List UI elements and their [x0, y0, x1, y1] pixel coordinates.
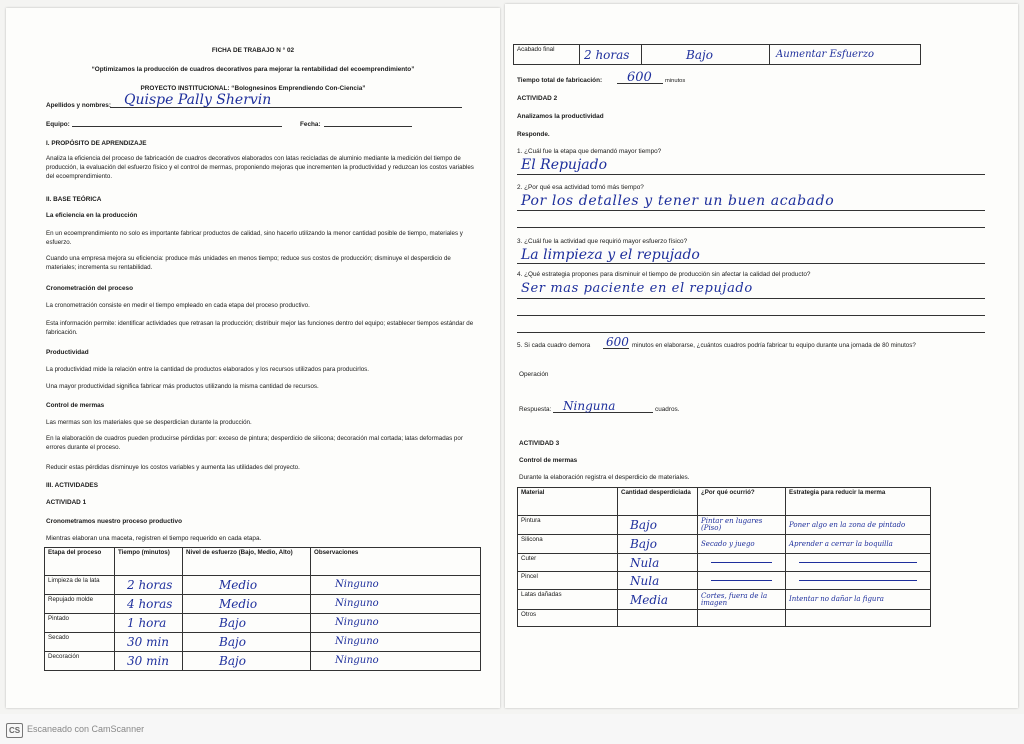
effort-cell: Medio [183, 576, 311, 595]
table-row [518, 535, 931, 554]
purpose-text: Analiza la eficiencia del proceso de fabricación de cuadros decorativos elaborados con latas recicladas de aluminio mediante la medición del tiempo de producción, la evaluación del esfuerzo físico y el control de mermas, proponiendo mejoras que incrementen la productividad y reduzcan los costos variables del ecoemprendimiento. [46, 155, 474, 180]
header-observations: Observaciones [311, 548, 481, 576]
scanner-footer [0, 714, 1024, 744]
waste-paragraph-2: En la elaboración de cuadros pueden producirse pérdidas por: exceso de pintura; desperdicio de silicona; decoración mal cortada; latas deformadas por errores durante el proceso. [46, 435, 463, 451]
worksheet-title: FICHA DE TRABAJO N ° 02 [211, 47, 295, 54]
strategy-cell: Poner algo en la zona de pintado [786, 516, 931, 535]
strategy-cell [786, 572, 931, 590]
table-row [45, 595, 481, 614]
stage-cell: Decoración [45, 652, 115, 671]
activity3-subheading: Control de mermas [519, 457, 578, 464]
chronometer-paragraph-2: Esta información permite: identificar actividades que retrasan la producción; distribuir mejor las funciones dentro del equipo; establecer tiempos estándar de fabricación. [46, 320, 474, 336]
question-1: 1. ¿Cuál fue la etapa que demandó mayor tiempo? [517, 148, 662, 155]
answer-4: Ser mas paciente en el repujado [521, 281, 753, 296]
why-cell [698, 610, 786, 627]
worksheet-right-page [505, 4, 1018, 708]
date-label: Fecha: [300, 121, 321, 128]
stage-cell: Repujado molde [45, 595, 115, 614]
camscanner-logo: CS [6, 723, 23, 738]
observation-cell: Ninguno [311, 633, 481, 652]
productivity-paragraph-1: La productividad mide la relación entre la cantidad de productos elaborados y los recursos utilizados para producirlos. [46, 366, 369, 373]
material-cell: Latas dañadas [518, 590, 618, 610]
effort-cell: Medio [183, 595, 311, 614]
why-cell [698, 554, 786, 572]
waste-heading: Control de mermas [46, 402, 105, 409]
time-cell: 30 min [115, 633, 183, 652]
table-row [518, 554, 931, 572]
material-cell: Otros [518, 610, 618, 627]
section1-heading: I. PROPÓSITO DE APRENDIZAJE [46, 140, 147, 147]
answer-label: Respuesta: [519, 406, 552, 413]
respond-label: Responde. [517, 131, 550, 138]
total-time-unit: minutos [665, 78, 686, 84]
observation-cell: Ninguno [311, 576, 481, 595]
strategy-cell [786, 610, 931, 627]
effort-cell: Bajo [642, 45, 770, 65]
answer-4-line-1 [517, 298, 985, 299]
activity3-heading: ACTIVIDAD 3 [519, 440, 560, 447]
table-row [518, 572, 931, 590]
material-cell: Pincel [518, 572, 618, 590]
time-cell: 4 horas [115, 595, 183, 614]
activity1-subheading: Cronometramos nuestro proceso productivo [46, 518, 182, 525]
quantity-cell [618, 610, 698, 627]
question-5-minutes: 600 [606, 335, 629, 349]
table-header-row [45, 548, 481, 576]
answer-2-line-1 [517, 210, 985, 211]
strategy-cell: Aprender a cerrar la boquilla [786, 535, 931, 554]
chronometer-paragraph-1: La cronometración consiste en medir el tiempo empleado en cada etapa del proceso productivo. [46, 302, 310, 309]
question-5-blank [603, 348, 629, 349]
quantity-cell: Bajo [618, 535, 698, 554]
answer-value: Ninguna [563, 399, 616, 413]
waste-paragraph-1: Las mermas son los materiales que se desperdician durante la producción. [46, 419, 252, 426]
table-row [518, 516, 931, 535]
time-cell: 2 horas [580, 45, 642, 65]
activity2-heading: ACTIVIDAD 2 [517, 95, 558, 102]
question-2: 2. ¿Por qué esa actividad tomó más tiempo? [517, 184, 644, 191]
date-line [324, 126, 412, 127]
efficiency-heading: La eficiencia en la producción [46, 212, 138, 219]
process-time-table [44, 547, 481, 671]
observation-cell: Ninguno [311, 652, 481, 671]
observation-cell: Ninguno [311, 614, 481, 633]
effort-cell: Bajo [183, 614, 311, 633]
stage-cell: Secado [45, 633, 115, 652]
efficiency-paragraph-1: En un ecoemprendimiento no solo es importante fabricar productos de calidad, sino hacerlo utilizando la menor cantidad posible de tiempo, materiales y esfuerzo. [46, 230, 463, 246]
header-quantity: Cantidad desperdiciada [618, 488, 698, 516]
question-4: 4. ¿Qué estrategia propones para disminuir el tiempo de producción sin afectar la calidad del producto? [517, 271, 811, 278]
answer-2-line-2 [517, 227, 985, 228]
section3-heading: III. ACTIVIDADES [46, 482, 98, 489]
team-label: Equipo: [46, 121, 70, 128]
time-cell: 1 hora [115, 614, 183, 633]
empty-dash [711, 580, 772, 581]
answer-unit: cuadros. [655, 406, 680, 413]
question-5-start: 5. Si cada cuadro demora [517, 342, 591, 349]
empty-dash [799, 562, 917, 563]
activity3-instruction: Durante la elaboración registra el desperdicio de materiales. [519, 474, 690, 481]
operation-label: Operación [519, 371, 549, 378]
why-cell [698, 572, 786, 590]
chronometer-heading: Cronometración del proceso [46, 285, 134, 292]
waste-paragraph-3: Reducir estas pérdidas disminuye los costos variables y aumenta las utilidades del proyecto. [46, 464, 300, 471]
question-3: 3. ¿Cuál fue la actividad que requirió mayor esfuerzo físico? [517, 238, 688, 245]
name-value: Quispe Pally Shervin [124, 92, 272, 108]
empty-dash [711, 562, 772, 563]
project-title: PROYECTO INSTITUCIONAL: “Bolognesinos Emprendiendo Con-Ciencia” [140, 85, 366, 92]
stage-cell: Acabado final [514, 45, 580, 65]
quantity-cell: Media [618, 590, 698, 610]
table-row [518, 590, 931, 610]
total-time-value: 600 [627, 70, 652, 85]
effort-cell: Bajo [183, 652, 311, 671]
table-row [45, 633, 481, 652]
effort-cell: Bajo [183, 633, 311, 652]
camscanner-caption: Escaneado con CamScanner [27, 724, 145, 734]
finishing-row-table [513, 44, 921, 65]
answer-1-line [517, 174, 985, 175]
time-cell: 2 horas [115, 576, 183, 595]
answer-3: La limpieza y el repujado [521, 247, 700, 263]
answer-4-line-3 [517, 332, 985, 333]
table-row [45, 652, 481, 671]
header-time: Tiempo (minutos) [115, 548, 183, 576]
table-row [514, 45, 921, 65]
header-stage: Etapa del proceso [45, 548, 115, 576]
stage-cell: Pintado [45, 614, 115, 633]
why-cell: Secado y juego [698, 535, 786, 554]
strategy-cell: Intentar no dañar la figura [786, 590, 931, 610]
why-cell: Cortes, fuera de la imagen [698, 590, 786, 610]
header-why: ¿Por qué ocurrió? [698, 488, 786, 516]
worksheet-left-page [6, 8, 500, 708]
team-line [72, 126, 282, 127]
section2-heading: II. BASE TEÓRICA [46, 196, 102, 203]
header-effort: Nivel de esfuerzo (Bajo, Medio, Alto) [183, 548, 311, 576]
waste-control-table [517, 487, 931, 627]
name-label: Apellidos y nombres: [46, 102, 111, 109]
observation-cell: Aumentar Esfuerzo [770, 45, 921, 65]
answer-3-line [517, 263, 985, 264]
material-cell: Cuter [518, 554, 618, 572]
table-row [518, 610, 931, 627]
total-time-label: Tiempo total de fabricación: [517, 77, 603, 84]
answer-2: Por los detalles y tener un buen acabado [521, 193, 835, 209]
table-header-row [518, 488, 931, 516]
worksheet-subtitle: “Optimizamos la producción de cuadros decorativos para mejorar la rentabilidad del ecoemprendimiento” [91, 66, 415, 73]
empty-dash [799, 580, 917, 581]
question-5-end: minutos en elaborarse, ¿cuántos cuadros podría fabricar tu equipo durante una jornada de 80 minutos? [632, 342, 916, 349]
answer-1: El Repujado [521, 157, 608, 173]
observation-cell: Ninguno [311, 595, 481, 614]
productivity-heading: Productividad [46, 349, 89, 356]
quantity-cell: Nula [618, 572, 698, 590]
table-row [45, 614, 481, 633]
activity1-heading: ACTIVIDAD 1 [46, 499, 87, 506]
stage-cell: Limpieza de la lata [45, 576, 115, 595]
efficiency-paragraph-2: Cuando una empresa mejora su eficiencia: produce más unidades en menos tiempo; reduce sus costos de producción; disminuye el desperdicio de materiales; incrementa su rentabilidad. [46, 255, 451, 271]
header-material: Material [518, 488, 618, 516]
why-cell: Pintar en lugares (Piso) [698, 516, 786, 535]
material-cell: Pintura [518, 516, 618, 535]
activity1-instruction: Mientras elaboran una maceta, registren el tiempo requerido en cada etapa. [46, 535, 262, 542]
time-cell: 30 min [115, 652, 183, 671]
activity2-subheading: Analizamos la productividad [517, 113, 604, 120]
quantity-cell: Nula [618, 554, 698, 572]
quantity-cell: Bajo [618, 516, 698, 535]
header-strategy: Estrategia para reducir la merma [786, 488, 931, 516]
table-row [45, 576, 481, 595]
answer-4-line-2 [517, 315, 985, 316]
strategy-cell [786, 554, 931, 572]
material-cell: Silicona [518, 535, 618, 554]
productivity-paragraph-2: Una mayor productividad significa fabricar más productos utilizando la misma cantidad de recursos. [46, 383, 319, 390]
